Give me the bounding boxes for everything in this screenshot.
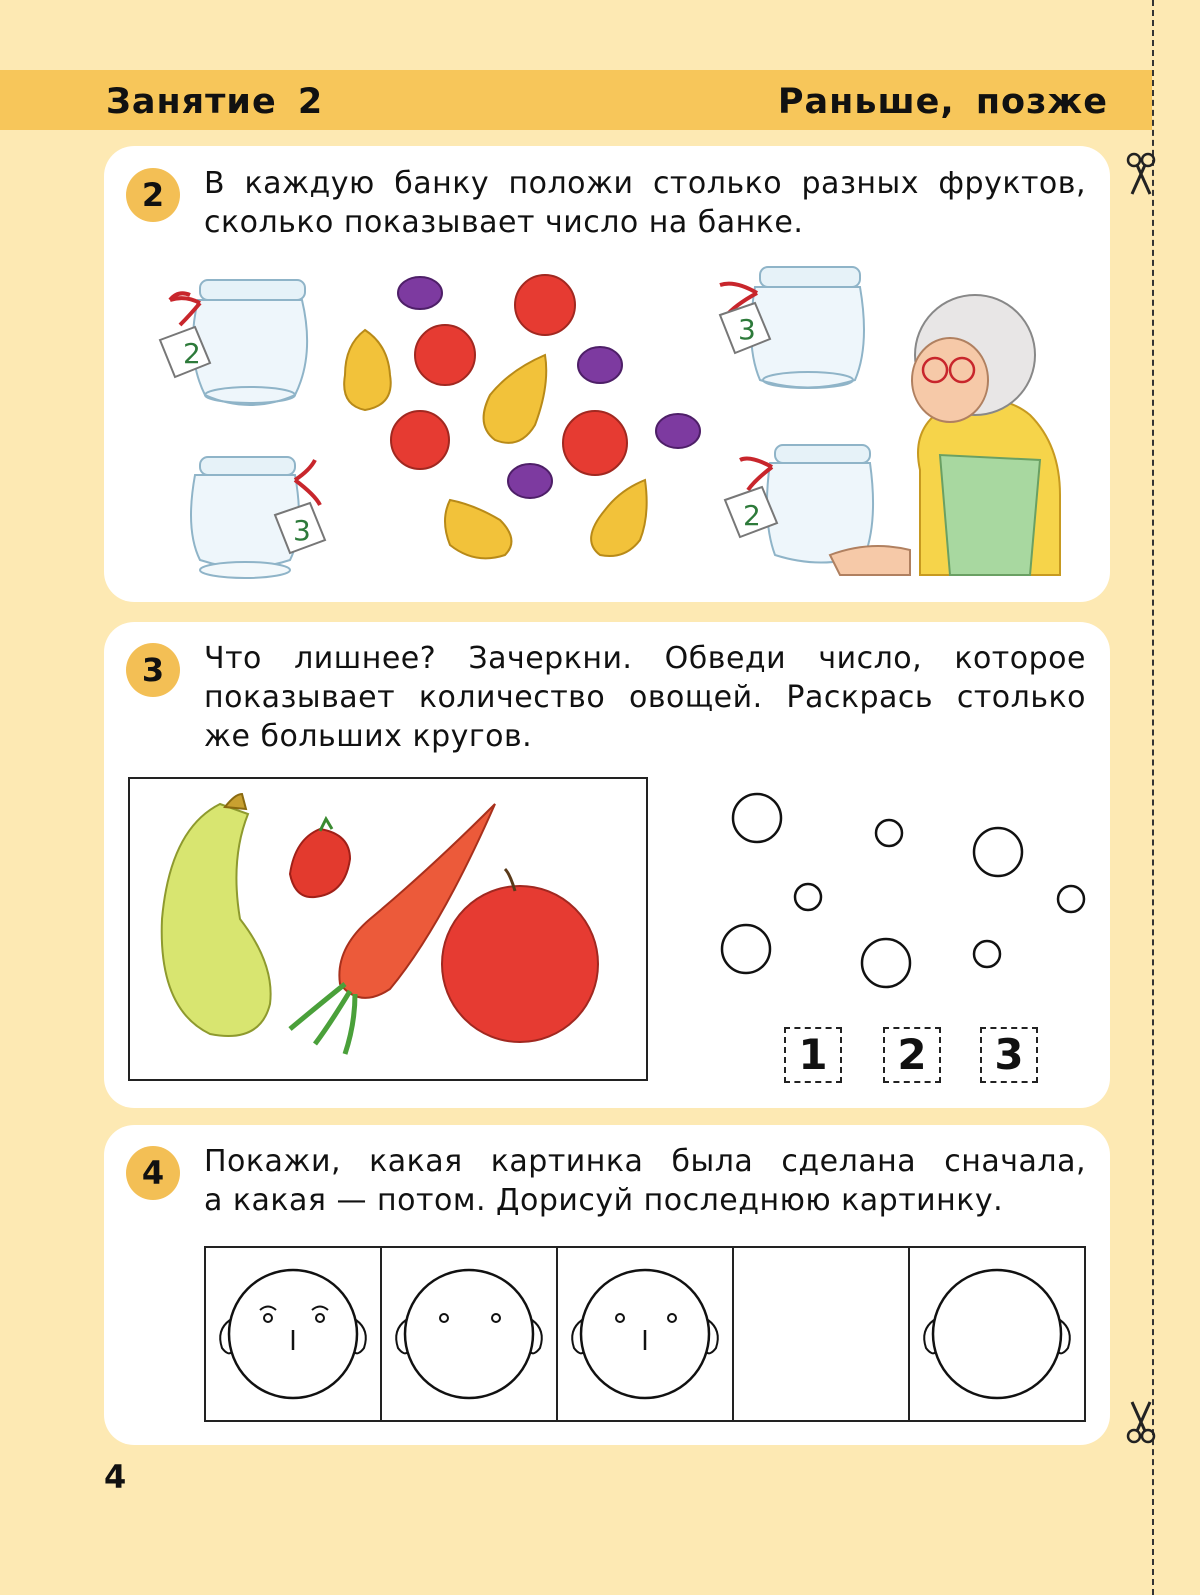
fruits-jars-illustration: [150, 255, 1070, 590]
pepper[interactable]: [290, 819, 350, 897]
big-circle[interactable]: [974, 828, 1022, 876]
face-cell[interactable]: [382, 1248, 558, 1420]
jar-label: 3: [293, 514, 311, 547]
top-margin: [0, 0, 1200, 70]
fruit-pear[interactable]: [344, 330, 391, 410]
face-cell-empty[interactable]: [734, 1248, 910, 1420]
task-instruction: [204, 1142, 1086, 1220]
instruction-line: Покажи, какая картинка была сделана сначала,: [204, 1144, 1086, 1179]
face-cell[interactable]: [558, 1248, 734, 1420]
lesson-title: Занятие 2: [106, 82, 324, 122]
instruction-line: сколько показывает число на банке.: [204, 205, 804, 240]
big-circle[interactable]: [733, 794, 781, 842]
number-choice-1[interactable]: 1: [784, 1027, 842, 1083]
small-circle[interactable]: [1058, 886, 1084, 912]
task-number-badge: 2: [126, 168, 180, 222]
fruit-apple[interactable]: [515, 275, 575, 335]
circles-group: [700, 780, 1100, 1010]
fruit-plum[interactable]: [656, 414, 700, 448]
faces-sequence: [204, 1246, 1086, 1422]
scissors-icon: [1124, 150, 1158, 196]
face-drawing: [558, 1248, 732, 1420]
small-circle[interactable]: [795, 884, 821, 910]
fruit-apple[interactable]: [391, 411, 449, 469]
big-circle[interactable]: [722, 925, 770, 973]
number-choice-3[interactable]: 3: [980, 1027, 1038, 1083]
fruit-pear[interactable]: [591, 480, 647, 556]
fruit-plum[interactable]: [508, 464, 552, 498]
instruction-line: а какая — потом. Дорисуй последнюю картинку.: [204, 1183, 1004, 1218]
instruction-line: Что лишнее? Зачеркни. Обведи число, которое: [204, 641, 1086, 676]
jar-label: 3: [738, 313, 756, 346]
fruit-plum[interactable]: [578, 347, 622, 383]
fruit-plum[interactable]: [398, 277, 442, 309]
small-circle[interactable]: [876, 820, 902, 846]
number-choice-2[interactable]: 2: [883, 1027, 941, 1083]
zucchini[interactable]: [162, 794, 271, 1036]
tomato[interactable]: [442, 869, 598, 1042]
face-cell[interactable]: [206, 1248, 382, 1420]
vegetables-picture-frame: [128, 777, 648, 1081]
face-drawing: [910, 1248, 1084, 1420]
fruit-pear[interactable]: [445, 500, 511, 558]
jar[interactable]: [191, 457, 325, 578]
fruit-pear[interactable]: [484, 355, 547, 443]
page-number: 4: [104, 1458, 127, 1496]
task-instruction: [204, 164, 1086, 242]
task-instruction: [204, 639, 1086, 756]
task-number-badge: 3: [126, 643, 180, 697]
face-cell[interactable]: [910, 1248, 1084, 1420]
scissors-icon: [1124, 1400, 1158, 1446]
face-drawing: [382, 1248, 556, 1420]
jar[interactable]: [160, 280, 307, 405]
jar-label: 2: [743, 499, 761, 532]
lesson-topic: Раньше, позже: [777, 82, 1108, 122]
vegetables-illustration: [130, 779, 646, 1079]
instruction-line: В каждую банку положи столько разных фруктов,: [204, 166, 1086, 201]
jar[interactable]: [720, 267, 864, 388]
instruction-line: показывает количество овощей. Раскрась столько: [204, 680, 1086, 715]
small-circle[interactable]: [974, 941, 1000, 967]
task-number-badge: 4: [126, 1146, 180, 1200]
fruit-apple[interactable]: [415, 325, 475, 385]
jar-label: 2: [183, 337, 201, 370]
fruit-apple[interactable]: [563, 411, 627, 475]
jar[interactable]: [725, 445, 873, 563]
cut-line: [1152, 0, 1154, 1595]
big-circle[interactable]: [862, 939, 910, 987]
instruction-line: же больших кругов.: [204, 719, 533, 754]
face-drawing: [206, 1248, 380, 1420]
